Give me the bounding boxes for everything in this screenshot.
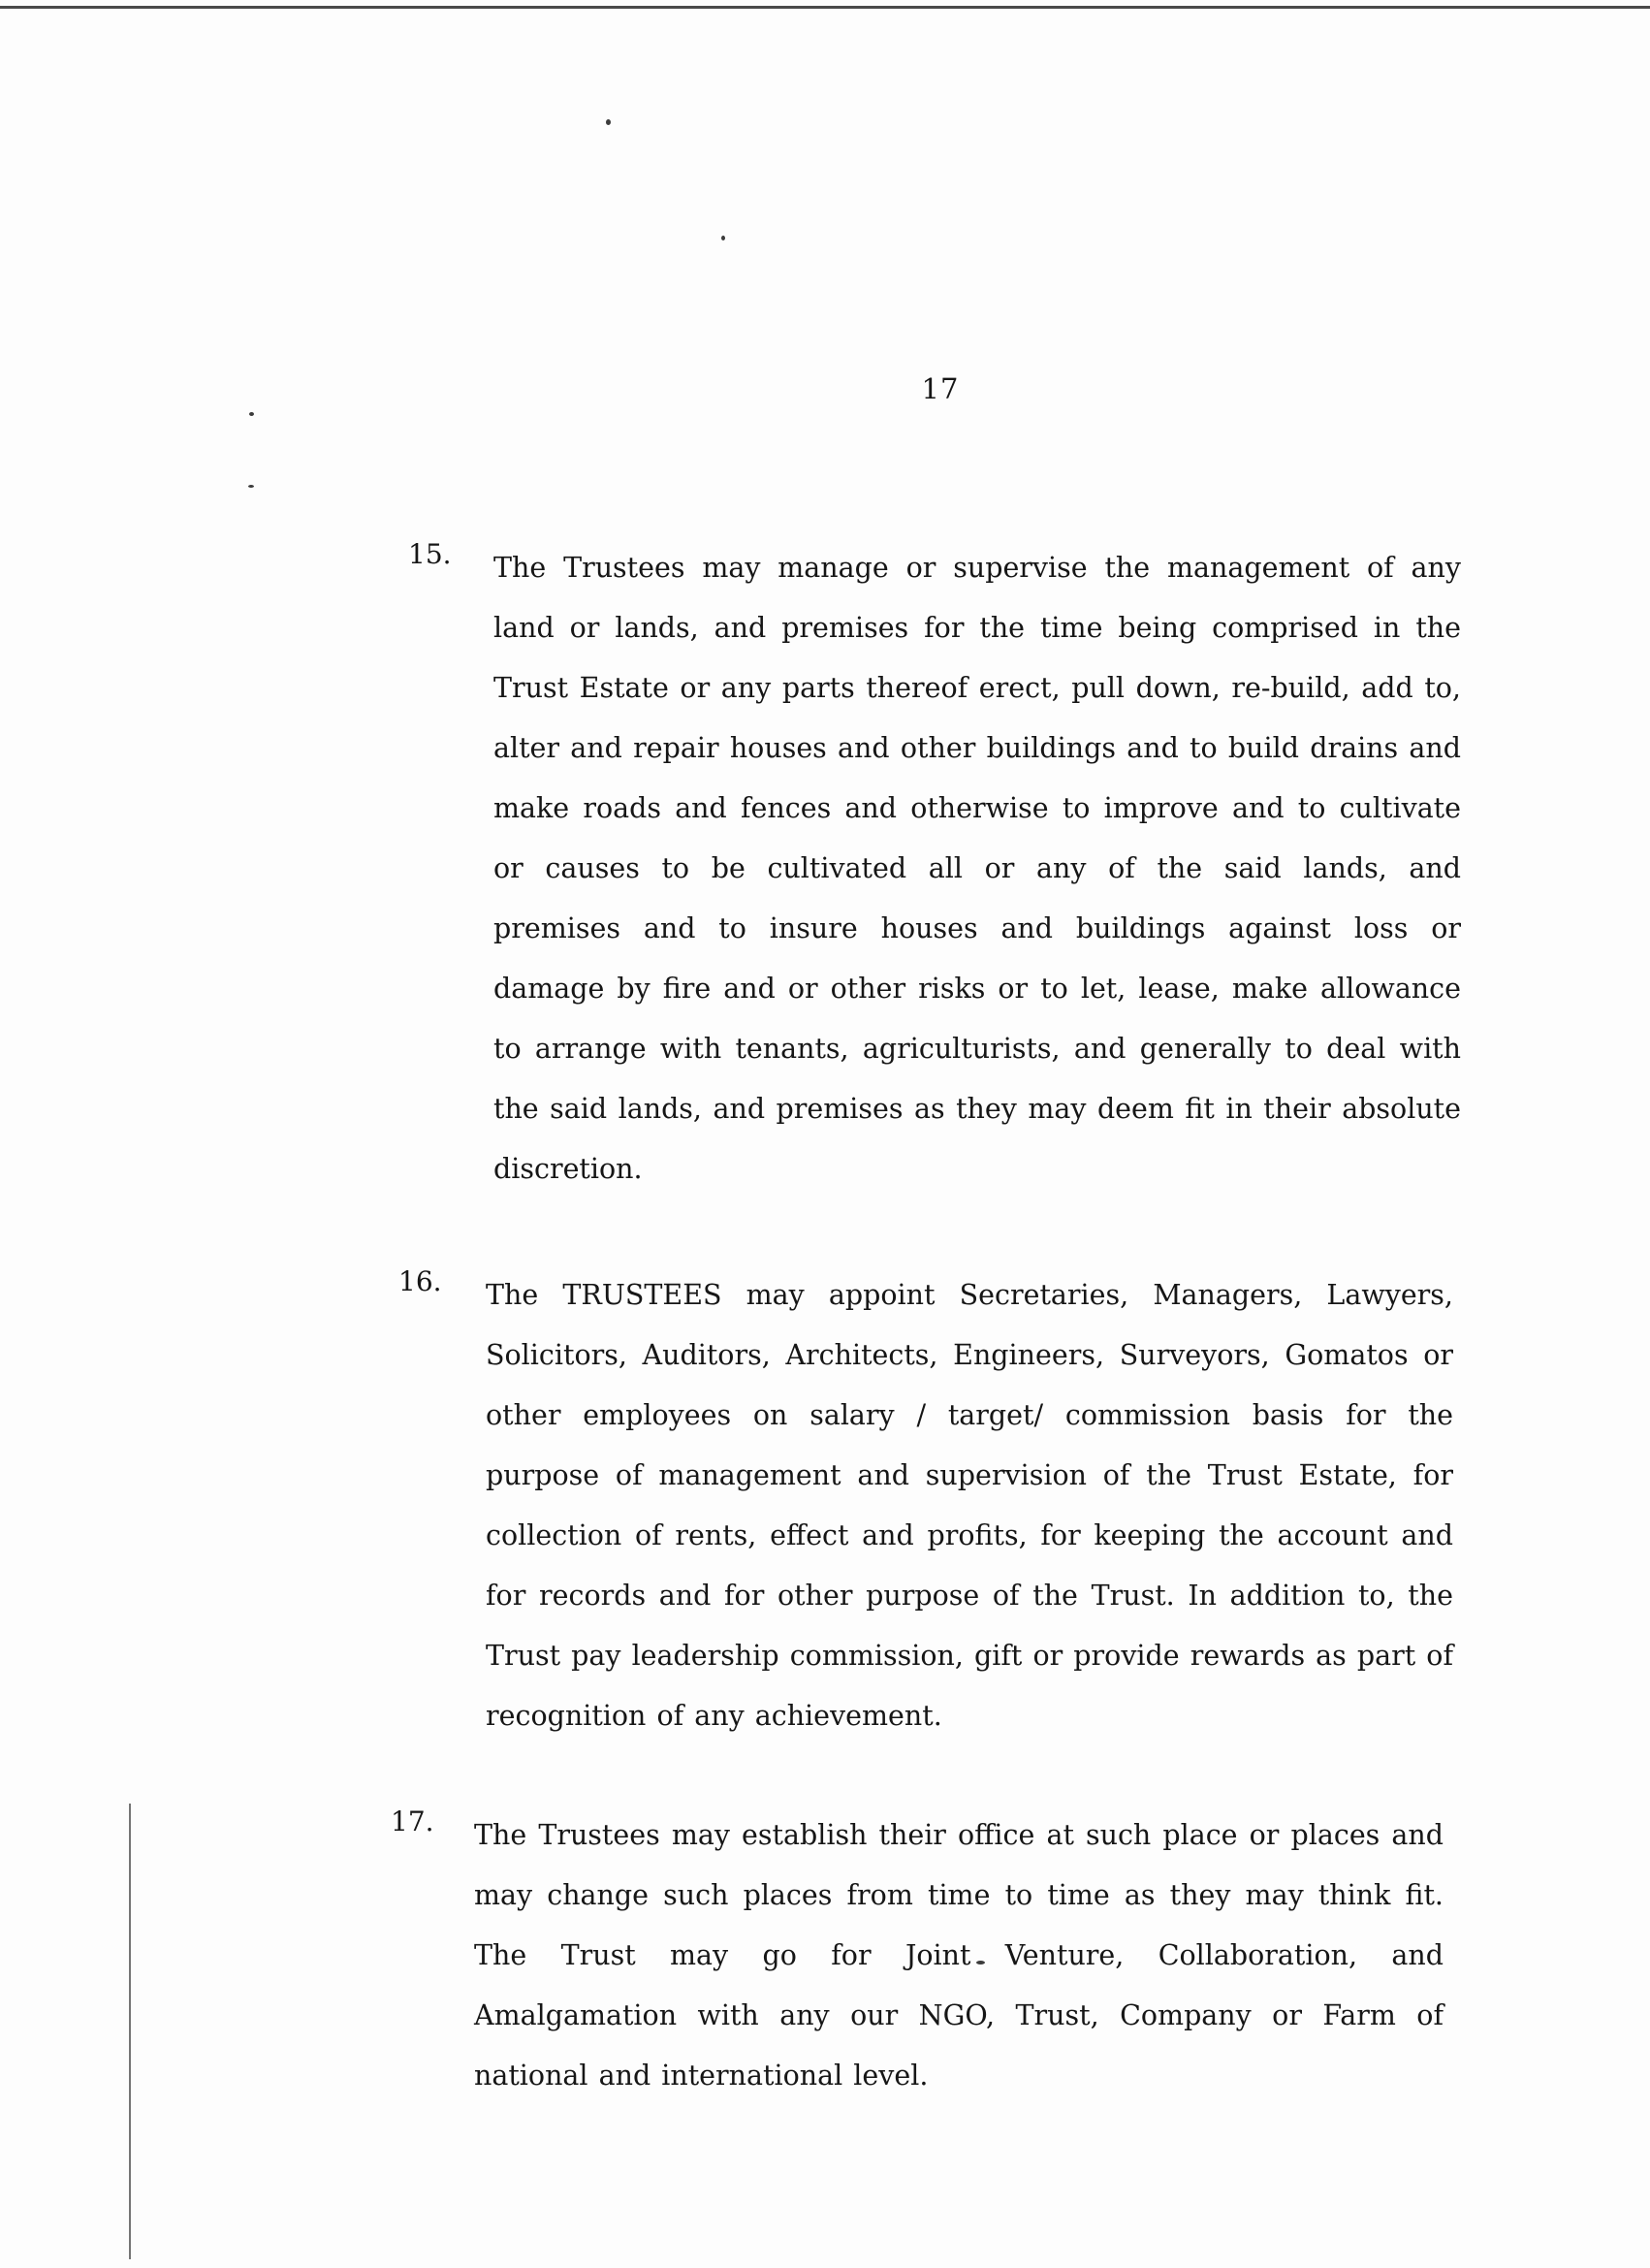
scan-speck: [248, 485, 254, 488]
clause-number: 16.: [398, 1265, 442, 1297]
page-number: 17: [921, 372, 960, 405]
clause-number: 17.: [391, 1805, 434, 1837]
clause-16: [398, 1265, 1455, 1750]
scan-edge-line: [0, 6, 1650, 9]
clause-text: The Trustees may establish their office at such place or places and may change such places from time to time as they may think fit. The Trust may go for Joint Venture, Collaboration, and Amalgamation with any our NGO, Trust, Company or Farm of national and international level.: [474, 1819, 1444, 2092]
scan-speck: [249, 412, 254, 416]
scan-margin-line: [129, 1804, 131, 2259]
clause-15: [408, 538, 1465, 1198]
scan-speck: [721, 236, 725, 240]
scan-speck: [606, 119, 611, 125]
clause-number: 15.: [408, 538, 452, 570]
clause-text: The TRUSTEES may appoint Secretaries, Managers, Lawyers, Solicitors, Auditors, Architects, Engineers, Surveyors, Gomatos or other employees on salary / target/ commission basis for the purpose of management and supervision of the Trust Estate, for collection of rents, effect and profits, for keeping the account and for records and for other purpose of the Trust. In addition to, the Trust pay leadership commission, gift or provide rewards as part of recognition of any achievement.: [486, 1279, 1453, 1732]
clause-text: The Trustees may manage or supervise the management of any land or lands, and premises for the time being comprised in the Trust Estate or any parts thereof erect, pull down, re-build, add to, alter and repair houses and other buildings and to build drains and make roads and fences and otherwise to improve and to cultivate or causes to be cultivated all or any of the said lands, and premises and to insure houses and buildings against loss or damage by fire and or other risks or to let, lease, make allowance to arrange with tenants, agriculturists, and generally to deal with the said lands, and premises as they may deem fit in their absolute discretion.: [493, 552, 1461, 1185]
clause-17: [391, 1805, 1447, 2116]
